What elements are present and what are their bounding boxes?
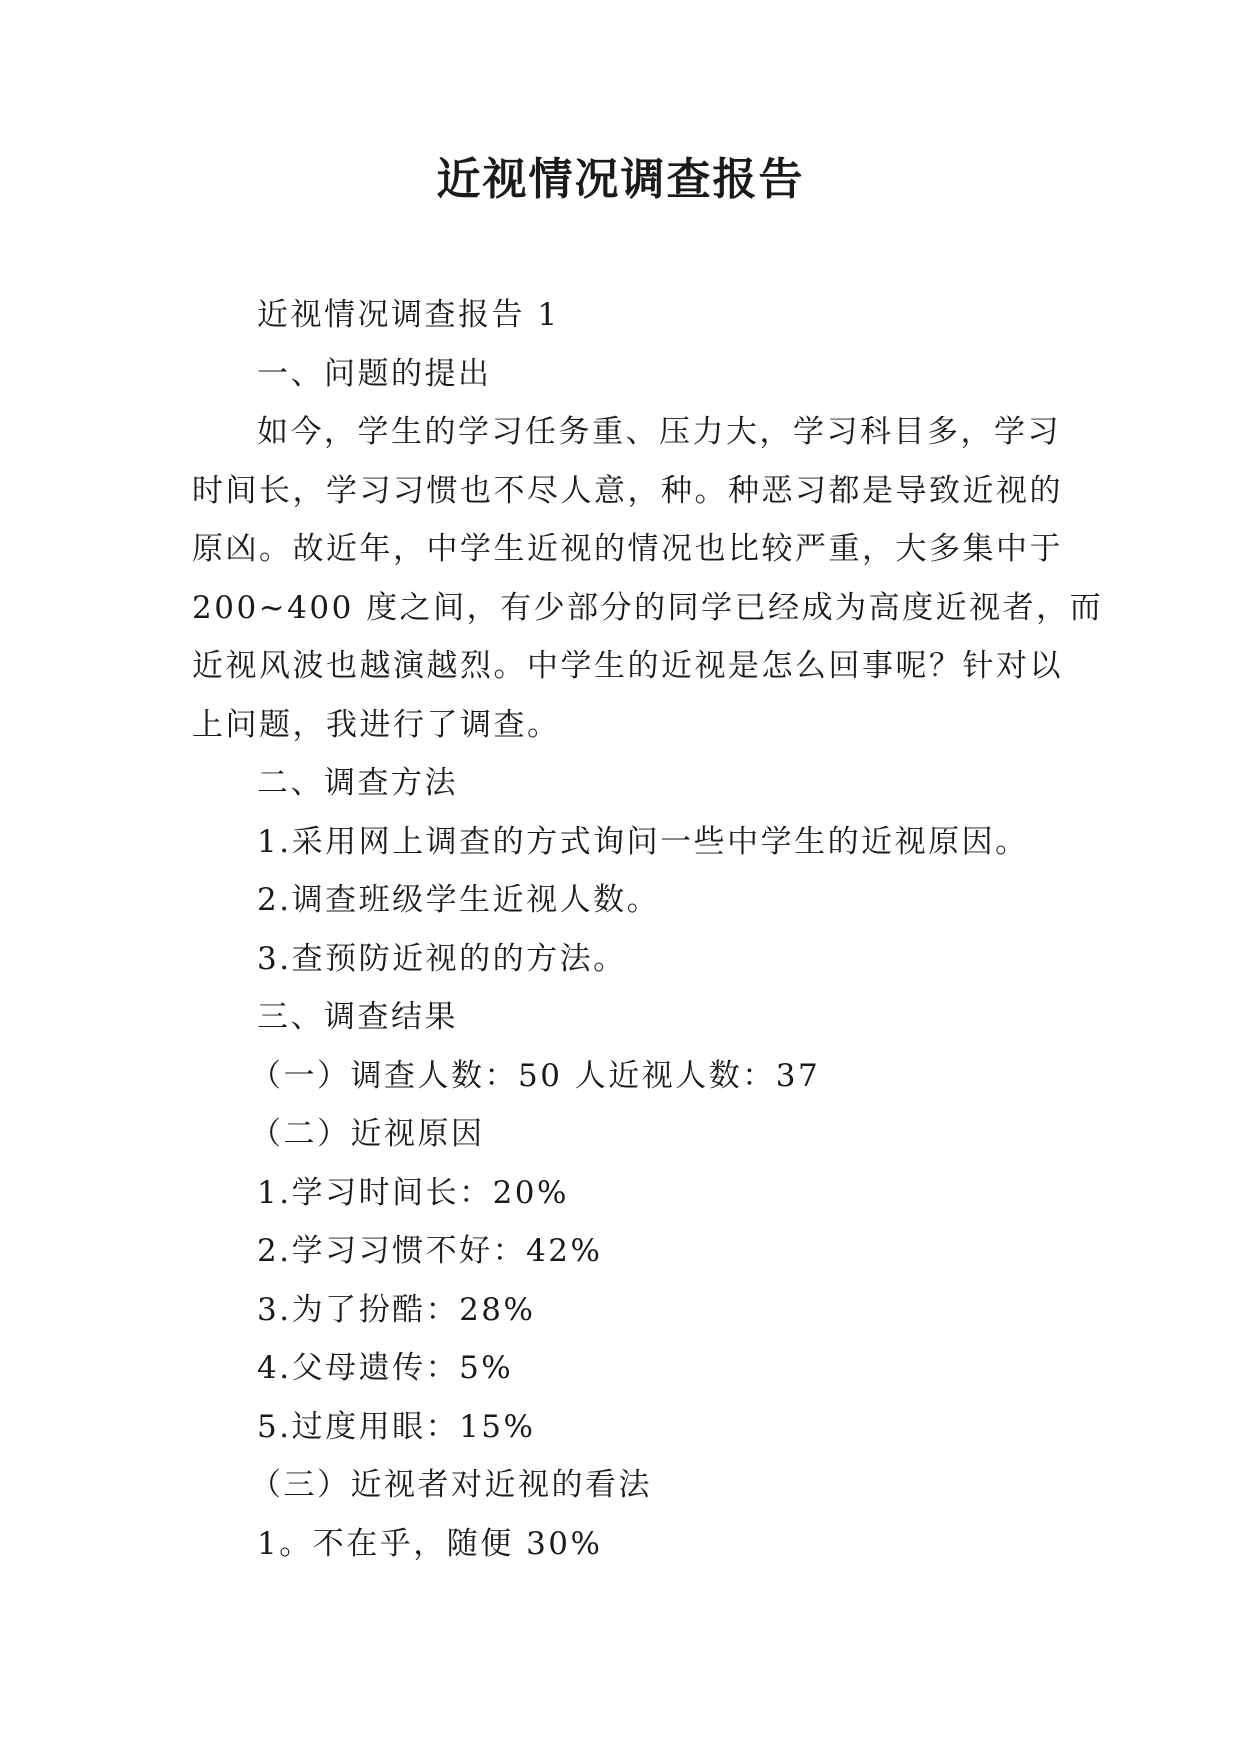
result-count: （一）调查人数：50 人近视人数：37 [250, 1057, 821, 1094]
reason-item: 2.学习习惯不好：42% [257, 1233, 603, 1269]
reason-item: 5.过度用眼：15% [257, 1408, 536, 1445]
method-item: 1.采用网上调查的方式询问一些中学生的近视原因。 [257, 823, 1029, 860]
intro-line: 近视风波也越演越烈。中学生的近视是怎么回事呢？针对以 [192, 648, 1063, 684]
reason-item: 1.学习时间长：20% [257, 1174, 569, 1211]
section-heading-results: 三、调查结果 [257, 999, 458, 1035]
reasons-heading: （二）近视原因 [250, 1116, 485, 1152]
method-item: 3.查预防近视的的方法。 [257, 940, 627, 977]
reason-item: 3.为了扮酷：28% [257, 1291, 536, 1328]
section-heading-problem: 一、问题的提出 [257, 355, 492, 392]
report-subtitle: 近视情况调查报告 1 [257, 297, 560, 333]
section-heading-method: 二、调查方法 [257, 765, 458, 801]
reason-item: 4.父母遗传：5% [257, 1350, 514, 1386]
method-item: 2.调查班级学生近视人数。 [257, 882, 661, 918]
document-body [192, 286, 1104, 1573]
intro-line: 原凶。故近年，中学生近视的情况也比较严重，大多集中于 [192, 531, 1063, 567]
intro-line: 200~400 度之间，有少部分的同学已经成为高度近视者，而 [192, 589, 1104, 626]
opinion-item: 1。不在乎，随便 30% [257, 1525, 603, 1562]
document-title: 近视情况调查报告 [436, 154, 805, 205]
intro-line: 如今，学生的学习任务重、压力大，学习科目多，学习 [257, 414, 1061, 450]
intro-line: 时间长，学习习惯也不尽人意，种。种恶习都是导致近视的 [192, 472, 1063, 509]
intro-line: 上问题，我进行了调查。 [192, 706, 561, 743]
opinions-heading: （三）近视者对近视的看法 [250, 1467, 652, 1503]
